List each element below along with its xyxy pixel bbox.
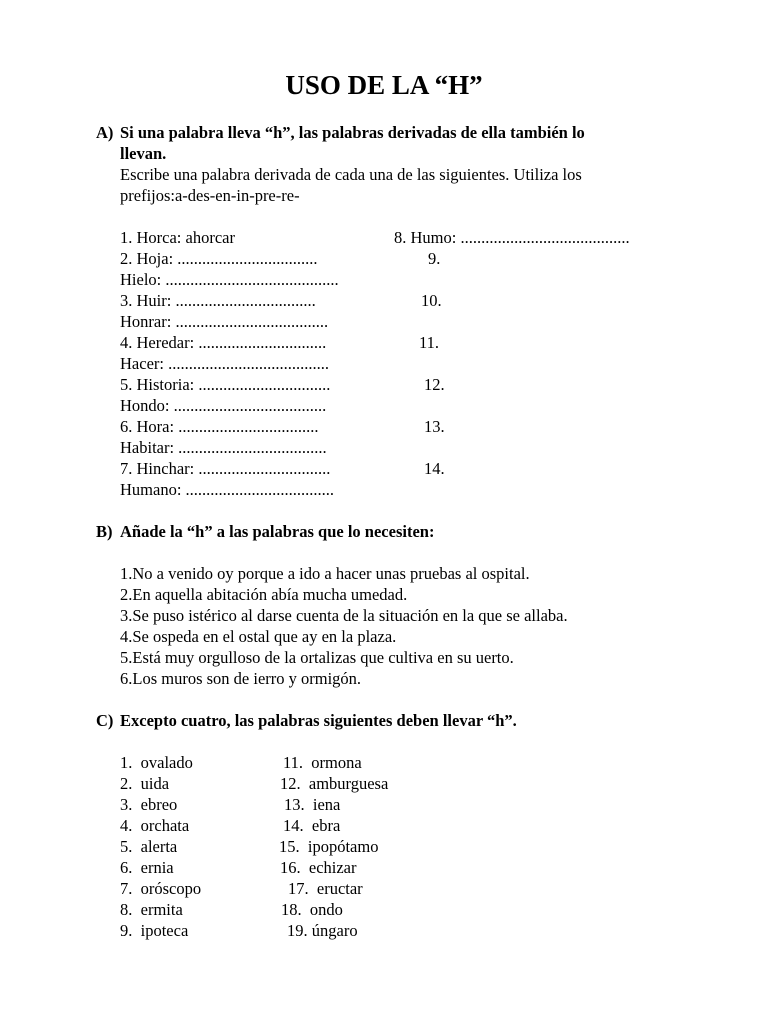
section-a-left-line: 5. Historia: ................................ <box>120 375 331 394</box>
section-a-heading-line2: llevan. <box>120 144 167 163</box>
section-a-right-item: 14. <box>424 459 445 478</box>
section-a-letter: A) <box>96 123 114 142</box>
section-b-heading: Añade la “h” a las palabras que lo necesiten: <box>120 522 435 541</box>
section-a-left-line: 4. Heredar: ............................... <box>120 333 327 352</box>
section-b-sentence: 5.Está muy orgulloso de la ortalizas que cultiva en su uerto. <box>120 648 514 667</box>
page-title: USO DE LA “H” <box>285 70 483 100</box>
section-a-heading-line1: Si una palabra lleva “h”, las palabras derivadas de ella también lo <box>120 123 585 142</box>
section-a-left-line: Hielo: .......................................... <box>120 270 339 289</box>
section-c-right-word: 13. iena <box>284 795 341 814</box>
section-c-heading: Excepto cuatro, las palabras siguientes deben llevar “h”. <box>120 711 517 730</box>
section-b-sentence: 3.Se puso istérico al darse cuenta de la situación en la que se allaba. <box>120 606 568 625</box>
section-a-right-item: 13. <box>424 417 445 436</box>
section-a-left-line: 6. Hora: .................................. <box>120 417 319 436</box>
section-c-left-word: 2. uida <box>120 774 170 793</box>
section-c-right-word: 18. ondo <box>281 900 343 919</box>
section-c-left-word: 7. oróscopo <box>120 879 202 898</box>
section-c-left-word: 8. ermita <box>120 900 183 919</box>
section-c-right-word: 14. ebra <box>283 816 341 835</box>
section-c-left-word: 3. ebreo <box>120 795 178 814</box>
section-c-left-word: 4. orchata <box>120 816 190 835</box>
section-a-left-line: Habitar: .................................... <box>120 438 327 457</box>
section-b-sentence: 4.Se ospeda en el ostal que ay en la plaza. <box>120 627 397 646</box>
section-b-sentence: 2.En aquella abitación abía mucha umedad. <box>120 585 408 604</box>
section-c-right-word: 16. echizar <box>280 858 357 877</box>
section-c-right-word: 11. ormona <box>283 753 362 772</box>
section-a-left-line: 1. Horca: ahorcar <box>120 228 235 247</box>
section-b-sentence: 1.No a venido oy porque a ido a hacer unas pruebas al ospital. <box>120 564 530 583</box>
section-a-left-line: 2. Hoja: .................................. <box>120 249 318 268</box>
section-a-right-item: 8. Humo: ......................................... <box>394 228 630 247</box>
section-a-left-line: 3. Huir: .................................. <box>120 291 316 310</box>
section-a-left-line: Honrar: ..................................... <box>120 312 329 331</box>
section-c-right-word: 19. úngaro <box>287 921 358 940</box>
section-a-right-item: 11. <box>419 333 440 352</box>
section-c-letter: C) <box>96 711 114 730</box>
section-b-sentence: 6.Los muros son de ierro y ormigón. <box>120 669 362 688</box>
section-c-right-word: 15. ipopótamo <box>279 837 379 856</box>
section-a-right-item: 10. <box>421 291 442 310</box>
section-a-instruction-line1: Escribe una palabra derivada de cada una de las siguientes. Utiliza los <box>120 165 582 184</box>
section-a-left-line: Hondo: ..................................... <box>120 396 327 415</box>
section-c-right-word: 12. amburguesa <box>280 774 389 793</box>
section-c-left-word: 1. ovalado <box>120 753 193 772</box>
section-c-left-word: 6. ernia <box>120 858 174 877</box>
section-a-left-line: Hacer: ....................................... <box>120 354 329 373</box>
section-b-letter: B) <box>96 522 113 541</box>
section-a-left-line: 7. Hinchar: ................................ <box>120 459 331 478</box>
section-a-instruction-line2: prefijos:a-des-en-in-pre-re- <box>120 186 300 205</box>
section-a-left-line: Humano: .................................... <box>120 480 335 499</box>
section-a-right-item: 9. <box>428 249 441 268</box>
section-c-left-word: 5. alerta <box>120 837 178 856</box>
section-c-right-word: 17. eructar <box>288 879 363 898</box>
section-a-right-item: 12. <box>424 375 445 394</box>
section-c-left-word: 9. ipoteca <box>120 921 189 940</box>
